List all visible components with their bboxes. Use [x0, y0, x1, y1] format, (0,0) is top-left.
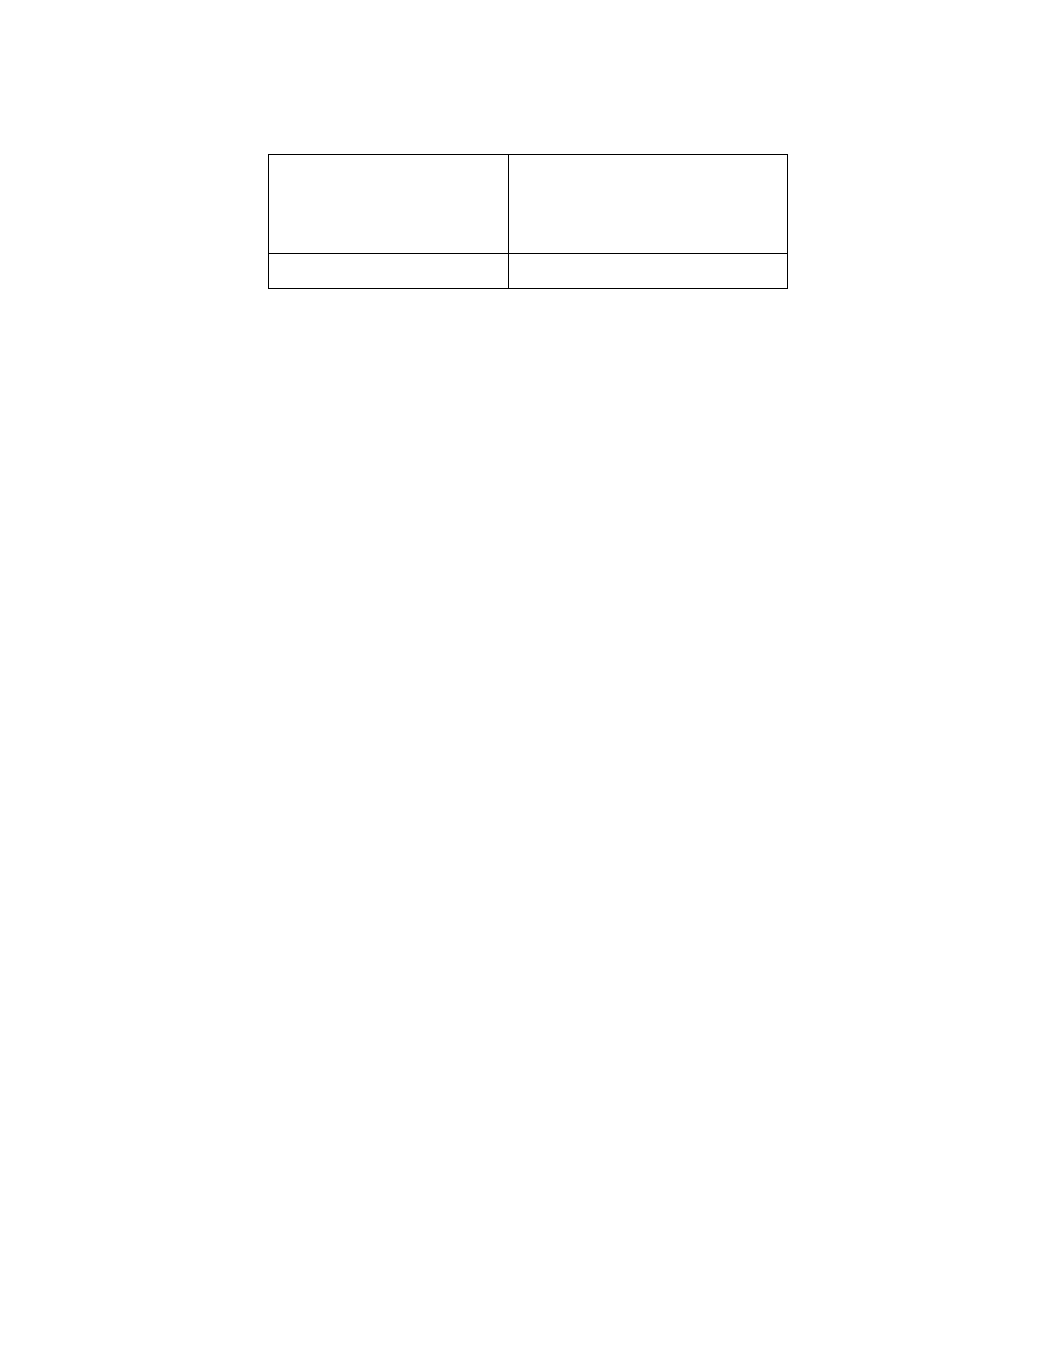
table-header-row: [269, 154, 788, 253]
date-cell: [269, 253, 509, 288]
column-header-date: [269, 154, 509, 253]
shares-cell: [509, 253, 788, 288]
column-header-shares: [509, 154, 788, 253]
document-page: [124, 86, 931, 335]
subsection-a: [124, 108, 931, 132]
table-row: [269, 253, 788, 288]
vesting-schedule-table: [268, 154, 788, 289]
